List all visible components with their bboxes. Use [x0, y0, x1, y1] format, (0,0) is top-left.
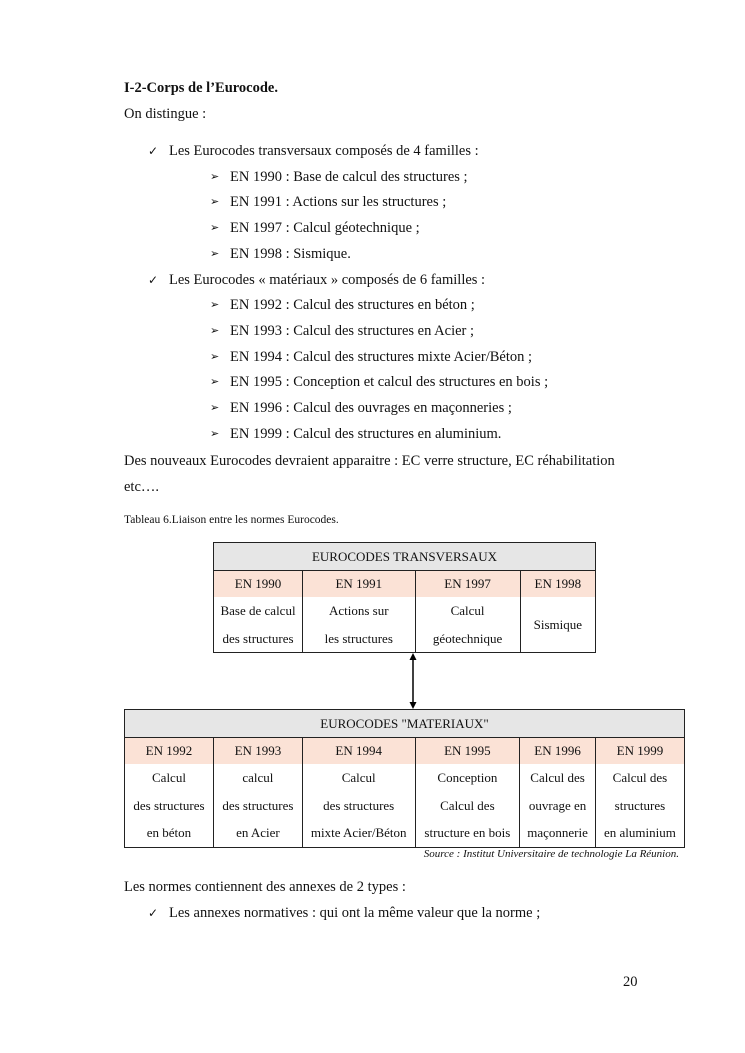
code-cell: EN 1998 [520, 571, 595, 598]
description-line: Calcul des [612, 770, 668, 785]
code-cell: EN 1997 [415, 571, 520, 598]
arrow-bullet-icon: ➢ [210, 401, 220, 414]
checkmark-icon: ✓ [148, 906, 159, 920]
code-cell: EN 1992 [125, 738, 214, 765]
table-title: EUROCODES TRANSVERSAUX [214, 543, 596, 571]
description-line: structure en bois [424, 825, 511, 840]
description-line: mixte Acier/Béton [310, 825, 407, 840]
description-line: des structures [222, 630, 294, 646]
list-item: EN 1995 : Conception et calcul des structures en bois ; [230, 374, 549, 391]
checkmark-icon: ✓ [148, 144, 159, 158]
description-line: des structures [222, 797, 294, 813]
intro-text: On distingue : [124, 106, 207, 122]
description-line: Calcul [450, 603, 485, 618]
arrow-bullet-icon: ➢ [210, 426, 220, 440]
description-line: en aluminium [604, 825, 676, 840]
transversal-table [213, 542, 596, 653]
description-line: ouvrage en [528, 797, 587, 813]
list-item: EN 1997 : Calcul géotechnique ; [230, 220, 420, 237]
table-source: Source : Institut Universitaire de technologie La Réunion. [423, 848, 679, 860]
arrow-bullet-icon: ➢ [210, 375, 220, 389]
checkmark-icon: ✓ [148, 272, 159, 287]
group-label: Les Eurocodes « matériaux » composés de 6 familles : [169, 271, 486, 288]
description-line: Calcul [152, 770, 186, 785]
list-item: EN 1996 : Calcul des ouvrages en maçonneries ; [230, 400, 512, 416]
arrow-bullet-icon: ➢ [210, 298, 220, 312]
list-item: EN 1991 : Actions sur les structures ; [230, 194, 447, 211]
code-cell: EN 1995 [415, 738, 520, 765]
description-line: Calcul des [530, 770, 585, 785]
materials-table [124, 709, 685, 848]
section-heading: I-2-Corps de l’Eurocode. [124, 80, 278, 96]
description-line: Conception [437, 770, 498, 785]
arrow-bullet-icon: ➢ [210, 221, 220, 235]
arrow-bullet-icon: ➢ [210, 349, 220, 363]
code-cell: EN 1994 [302, 738, 415, 765]
description-cell [415, 597, 520, 653]
description-cell [213, 764, 302, 847]
double-arrow-icon [405, 652, 421, 710]
description-line: structures [614, 797, 666, 813]
code-cell: EN 1993 [213, 738, 302, 765]
description-line: des structures [323, 797, 395, 813]
description-cell [302, 764, 415, 847]
description-line: géotechnique [432, 630, 503, 646]
arrow-bullet-icon: ➢ [210, 169, 220, 183]
code-cell: EN 1996 [520, 738, 596, 765]
description-line: Calcul [341, 770, 376, 785]
list-item: EN 1998 : Sismique. [230, 245, 351, 262]
description-line: calcul [242, 770, 274, 785]
description-cell [520, 597, 595, 653]
table-caption: Tableau 6.Liaison entre les normes Eurocodes. [124, 514, 339, 526]
code-cell: EN 1990 [214, 571, 303, 598]
description-line: Sismique [533, 616, 583, 632]
description-line: les structures [324, 630, 393, 646]
list-item: EN 1999 : Calcul des structures en aluminium. [230, 425, 502, 442]
description-line: en Acier [236, 825, 280, 840]
arrow-bullet-icon: ➢ [210, 195, 220, 209]
description-cell [415, 764, 520, 847]
description-line: maçonnerie [527, 825, 588, 840]
table-title: EUROCODES "MATERIAUX" [125, 710, 685, 738]
arrow-bullet-icon: ➢ [210, 323, 220, 337]
code-cell: EN 1999 [595, 738, 684, 765]
description-line: en béton [146, 825, 192, 840]
arrow-bullet-icon: ➢ [210, 246, 220, 260]
description-cell [595, 764, 684, 847]
list-item: EN 1993 : Calcul des structures en Acier ; [230, 322, 475, 339]
code-cell: EN 1991 [303, 571, 415, 598]
annex-item: Les annexes normatives : qui ont la même valeur que la norme ; [169, 905, 541, 921]
new-codes-text-2: etc…. [124, 479, 160, 495]
description-cell [214, 597, 303, 653]
list-item: EN 1990 : Base de calcul des structures ; [230, 168, 468, 185]
list-item: EN 1994 : Calcul des structures mixte Acier/Béton ; [230, 348, 533, 365]
description-line: Actions sur [328, 603, 389, 618]
list-item: EN 1992 : Calcul des structures en béton ; [230, 297, 475, 314]
page-number: 20 [623, 974, 638, 990]
new-codes-text: Des nouveaux Eurocodes devraient apparaitre : EC verre structure, EC réhabilitation [124, 453, 615, 469]
description-cell [303, 597, 415, 653]
group-label: Les Eurocodes transversaux composés de 4 familles : [169, 143, 479, 159]
description-line: Base de calcul [220, 603, 296, 618]
description-line: des structures [133, 797, 205, 813]
description-cell [125, 764, 214, 847]
description-line: Calcul des [440, 797, 495, 813]
annex-intro: Les normes contiennent des annexes de 2 types : [124, 879, 406, 895]
description-cell [520, 764, 596, 847]
